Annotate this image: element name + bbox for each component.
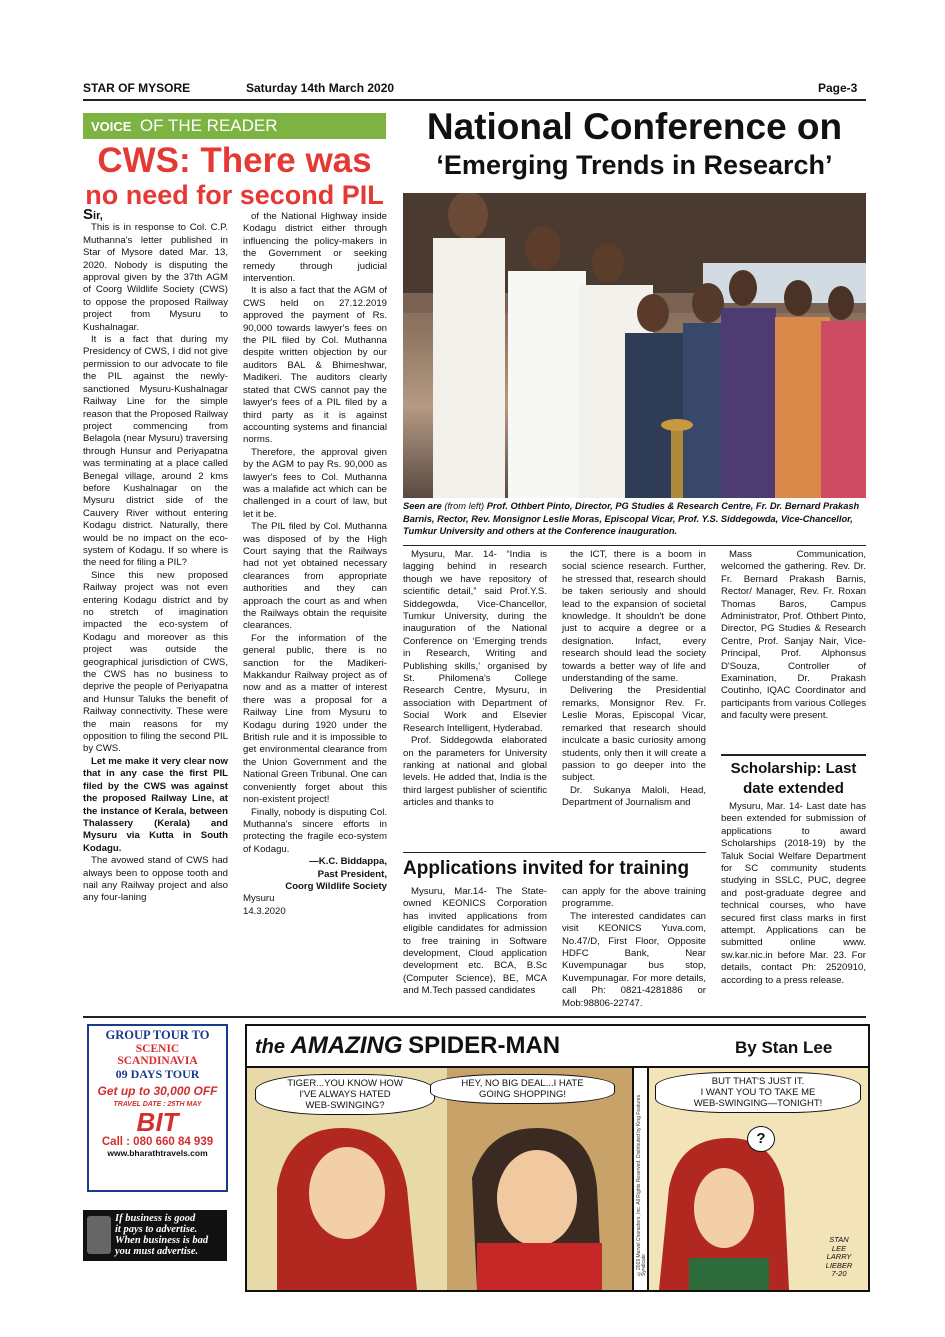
business-ad-line: you must advertise.	[115, 1246, 199, 1257]
bit-logo: BIT	[136, 1107, 179, 1137]
comic-byline: By Stan Lee	[735, 1038, 833, 1057]
bubble-line: I'VE ALWAYS HATED	[299, 1089, 391, 1100]
signature-name: —K.C. Biddappa,	[309, 856, 387, 868]
ad-line-1: GROUP TOUR TO	[105, 1028, 210, 1042]
panel-divider	[632, 1068, 634, 1290]
conference-para: Dr. Sukanya Maloli, Head, Department of Journalism and	[562, 784, 706, 809]
scholarship-rule	[721, 754, 866, 756]
letter-para: The PIL filed by Col. Muthanna was disposed of by the High Court saying that the Railways had not yet obtained necessary clearances from appropriate authorities and they can approach the court as and when the Railways obtain the requisite clearances.	[243, 521, 387, 632]
letter-headline-1: CWS: There was	[97, 141, 372, 180]
business-ad-line: it pays to advertise.	[115, 1224, 198, 1235]
speech-bubble-1	[255, 1074, 435, 1115]
conference-photo-art	[403, 193, 866, 498]
bubble-line: GOING SHOPPING!	[478, 1089, 567, 1100]
training-para: can apply for the above training programme.	[562, 886, 706, 910]
comic-panel-1	[247, 1068, 632, 1290]
conference-para: Prof. Siddegowda elaborated on the parameters for University ranking at national and global levels. He added that, India is the third largest publisher of scientific articles and thanks to	[403, 735, 547, 809]
letter-headline-2: no need for second PIL	[85, 180, 384, 210]
of-the-reader-label: OF THE READER	[139, 116, 278, 135]
spiderman-comic-strip	[245, 1024, 870, 1292]
training-column-1	[403, 886, 547, 998]
caption-rule	[403, 545, 866, 546]
training-column-2	[562, 886, 706, 1010]
signature-place: Mysuru	[243, 893, 275, 905]
voice-of-reader-bar	[83, 113, 386, 139]
comic-copyright: ©2019 Marvel Characters, Inc. All Rights Reserved. Distributed by King Features Syndicate	[636, 1094, 647, 1276]
ad-line-5: Get up to 30,000 OFF	[97, 1084, 218, 1098]
scholarship-para: Mysuru, Mar. 14- Last date has been extended for submission of applications to award Scholarships (2018-19) by the Taluk Social Welfare Department for SC community students studying in SSLC, PUC, degree and post-graduate degree and technical courses, who have secured first class marks in first attempt. Applications can be submitted online www. sw.kar.nic.in before Mar. 23. For details, contact Ph: 2520910, according to a press release.	[721, 801, 866, 986]
salutation-rest: ir,	[93, 210, 103, 222]
salutation-initial: S	[83, 206, 94, 223]
letter-para: It is also a fact that the AGM of CWS held on 27.12.2019 approved the payment of Rs. 90,000 towards lawyer's fees on the PIL filed by Col. Muthanna despite written objection by our auditors BAL & Bhimeshwar, Madikeri. The auditors clearly stated that CWS cannot pay the lawyer's fees of a PIL filed by a third party as it is against accounting systems and financial norms.	[243, 285, 387, 446]
letter-para: Finally, nobody is disputing Col. Muthanna's sincere efforts in protecting the fragile eco-system of Kodagu.	[243, 806, 387, 855]
caption-rest: Prof. Othbert Pinto, Director, PG Studies & Research Centre, Fr. Dr. Bernard Prakash Barnis, Rector, Rev. Monsignor Leslie Moras, Episcopal Vicar, Prof. Y.S. Siddegowda, Vice-Chancellor, Tumkur University and others at the Conference inauguration.	[403, 501, 860, 537]
conference-column-1	[403, 549, 547, 810]
training-para: The interested candidates can visit KEONICS Yuva.com, No.47/D, First Floor, Opposite HDFC Bank, Near Kuvempunagar bus stop, Kuvempunagar. For more details, call Ph: 0821-4281886 or Mob:98806-22747.	[562, 910, 706, 1009]
conference-para: the ICT, there is a boom in social science research. Further, he stressed that, research should be taken seriously and should lead to the expansion of societal knowledge. It shouldn't be done just to acquire a degree or a designation. Infact, every research should lead the society towards a better way of life and understanding of the same.	[562, 549, 706, 685]
letter-para: of the National Highway inside Kodagu district either through influencing the policy-makers in the Government or seeking remedy through judicial intervention.	[243, 211, 387, 285]
conference-para: Mysuru, Mar. 14- “India is lagging behind in research though we have repository of scientific detail,” said Prof.Y.S. Siddegowda, Vice-Chancellor, Tumkur University, during the inauguration of the National Conference on ‘Emerging trends in Research, Writing and Publishing skills,’ organised by St. Philomena's College Research Centre, Mysuru, in association with Department of Social Work and Elsevier Research Intelligent, Hyderabad.	[403, 549, 547, 734]
tour-advertisement	[87, 1024, 228, 1192]
ad-line-2: SCENIC	[135, 1043, 180, 1055]
letter-para: It is a fact that during my Presidency of CWS, I did not give permission to our advocate to file the PIL against the newly-sanctioned Mysuru-Kushalnagar Railway Line for the simple reason that the Proposed Railway project commencing from Belagola (near Mysuru) traversing through Hunsur and Periyapatna was terminating at a place called Benegal village, around 2 kms before Kushalnagar on the Mysuru district side of the Cauvery River without entering Kodagu district. Naturally, there would be no impact on the eco-system of Kodagu. If so where is the need for filing a PIL?	[83, 334, 228, 569]
signature-title: Past President,	[317, 868, 387, 880]
comic-title-the: the	[255, 1036, 285, 1058]
scholarship-body	[721, 801, 866, 987]
conference-para: Mass Communication, welcomed the gathering. Rev. Dr. Fr. Bernard Prakash Barnis, Rector/ Manager, Rev. Fr. Roxan Thomas Baros, Campus Administrator, Prof. Othbert Pinto, Director, PG Studies & Research Centre, Prof. Sanjay Nair, Vice-Principal, Prof. Alphonsus D'Souza, Controller of Examination, Dr. Prakash Coutinho, IQAC Coordinator and participants from various Colleges and faculty were present.	[721, 549, 866, 722]
training-para: Mysuru, Mar.14- The State-owned KEONICS Corporation has invited applications from eligible candidates for admission to free training in Software development, Cloud application development etc. BCA, B.Sc (Computer Science), BE, MCA and M.Tech passed candidates	[403, 886, 547, 997]
conference-photo	[403, 193, 866, 498]
letter-para: Let me make it very clear now that in any case the first PIL filed by the CWS was against the proposed Railway Line, at the instance of Kerala, between Thalassery (Kerala) and Mysuru via Kutta in South Kodagu.	[83, 755, 228, 854]
bubble-line: WEB-SWINGING?	[305, 1100, 385, 1111]
letter-para: The avowed stand of CWS had always been to oppose tooth and nail any Railway project and also any four-laning	[83, 855, 228, 904]
ad-line-4: 09 DAYS TOUR	[115, 1067, 200, 1081]
speech-bubble-4: ?	[747, 1126, 775, 1152]
ad-website: www.bharathtravels.com	[107, 1148, 208, 1158]
signature-org: Coorg Wildlife Society	[285, 880, 387, 892]
masthead-rule	[83, 99, 866, 101]
comic-title-amazing: AMAZING	[290, 1032, 403, 1059]
speech-bubble-3	[655, 1072, 861, 1113]
business-advertisement	[83, 1210, 227, 1261]
signature-date: 14.3.2020	[243, 905, 286, 917]
conference-column-2	[562, 549, 706, 810]
training-headline: Applications invited for training	[403, 858, 690, 879]
letter-column-1	[83, 206, 228, 905]
conference-headline-1: National Conference on	[426, 106, 843, 147]
credit-line: 7-20	[831, 1269, 847, 1278]
caption-lead: Seen are	[403, 501, 442, 511]
credit-line: STAN	[829, 1235, 849, 1244]
comic-credits	[817, 1236, 861, 1279]
letter-para: Since this new proposed Railway project was not even entering Kodagu district and by no stretch of imagination impacted the eco-system of Kodagu and moreover as this project was outside the geographical jurisdiction of CWS, the CWS has no business to deprive the people of Periyapatna and Hunsur Taluks the benefit of Railway connectivity. These were the main reasons for my opposition to filing the second PIL by CWS.	[83, 569, 228, 755]
page-number: Page-3	[818, 81, 858, 95]
ad-line-3: SCANDINAVIA	[117, 1055, 198, 1067]
statue-icon	[87, 1216, 111, 1254]
bubble-line: BUT THAT'S JUST IT.	[711, 1076, 805, 1087]
letter-column-2	[243, 211, 387, 918]
letter-para: For the information of the general public, there is no sanction for the Madikeri-Makkandur Railway project as of now and as a matter of interest there was a proposal for a Railway Line from Mysuru to Kodagu during 1920 under the British rule and it is impossible to get environmental clearance from the Union Government and the National Green Tribunal. One can conveniently forget about this non-existent project!	[243, 632, 387, 806]
letter-para: This is in response to Col. C.P. Muthanna's letter published in Star of Mysore dated Mar. 13, 2020. Nobody is disputing the approval given by the 37th AGM of Coorg Wildlife Society (CWS) to oppose the proposed Railway project from Mysuru to Kushalnagar.	[83, 222, 228, 333]
comic-title	[255, 1032, 560, 1060]
ad-phone: Call : 080 660 84 939	[101, 1136, 214, 1148]
paper-name: STAR OF MYSORE	[83, 81, 191, 95]
caption-from: (from left)	[444, 501, 485, 511]
bubble-line: HEY, NO BIG DEAL...I HATE	[461, 1078, 584, 1089]
credit-line: LIEBER	[825, 1260, 853, 1270]
comic-title-spiderman: SPIDER-MAN	[408, 1032, 561, 1059]
speech-bubble-2	[430, 1074, 615, 1104]
business-ad-text	[115, 1213, 208, 1257]
business-ad-line: When business is bad	[115, 1235, 209, 1246]
voice-label: VOICE	[91, 119, 132, 134]
ad-line-6: TRAVEL DATE : 25TH MAY	[113, 1101, 202, 1108]
training-rule	[403, 852, 706, 853]
credit-line: LARRY	[826, 1252, 852, 1261]
scholarship-headline-2: date extended	[743, 780, 844, 797]
photo-caption	[403, 500, 866, 538]
business-ad-line: If business is good	[115, 1213, 196, 1224]
credit-line: LEE	[831, 1243, 847, 1253]
conference-headline-2: ‘Emerging Trends in Research’	[436, 150, 833, 180]
bubble-line: TIGER...YOU KNOW HOW	[287, 1078, 403, 1089]
conference-para: Delivering the Presidential remarks, Monsignor Rev. Fr. Leslie Moras, Episcopal Vicar, remarked that research should inculcate a basic curiosity among students, only then it will create a passion to go deeper into the subject.	[562, 685, 706, 784]
letter-para: Therefore, the approval given by the AGM to pay Rs. 90,000 as lawyer's fees to Col. Muthanna was a malafide act which can be challenged in a court of law, but let it be.	[243, 446, 387, 520]
bubble-line: WEB-SWINGING—TONIGHT!	[693, 1098, 823, 1109]
conference-column-3	[721, 549, 866, 723]
bubble-line: I WANT YOU TO TAKE ME	[700, 1087, 816, 1098]
comic-panel-2	[649, 1068, 868, 1290]
scholarship-headline-1: Scholarship: Last	[730, 760, 857, 777]
section-rule	[83, 1016, 866, 1018]
issue-date: Saturday 14th March 2020	[246, 81, 395, 95]
